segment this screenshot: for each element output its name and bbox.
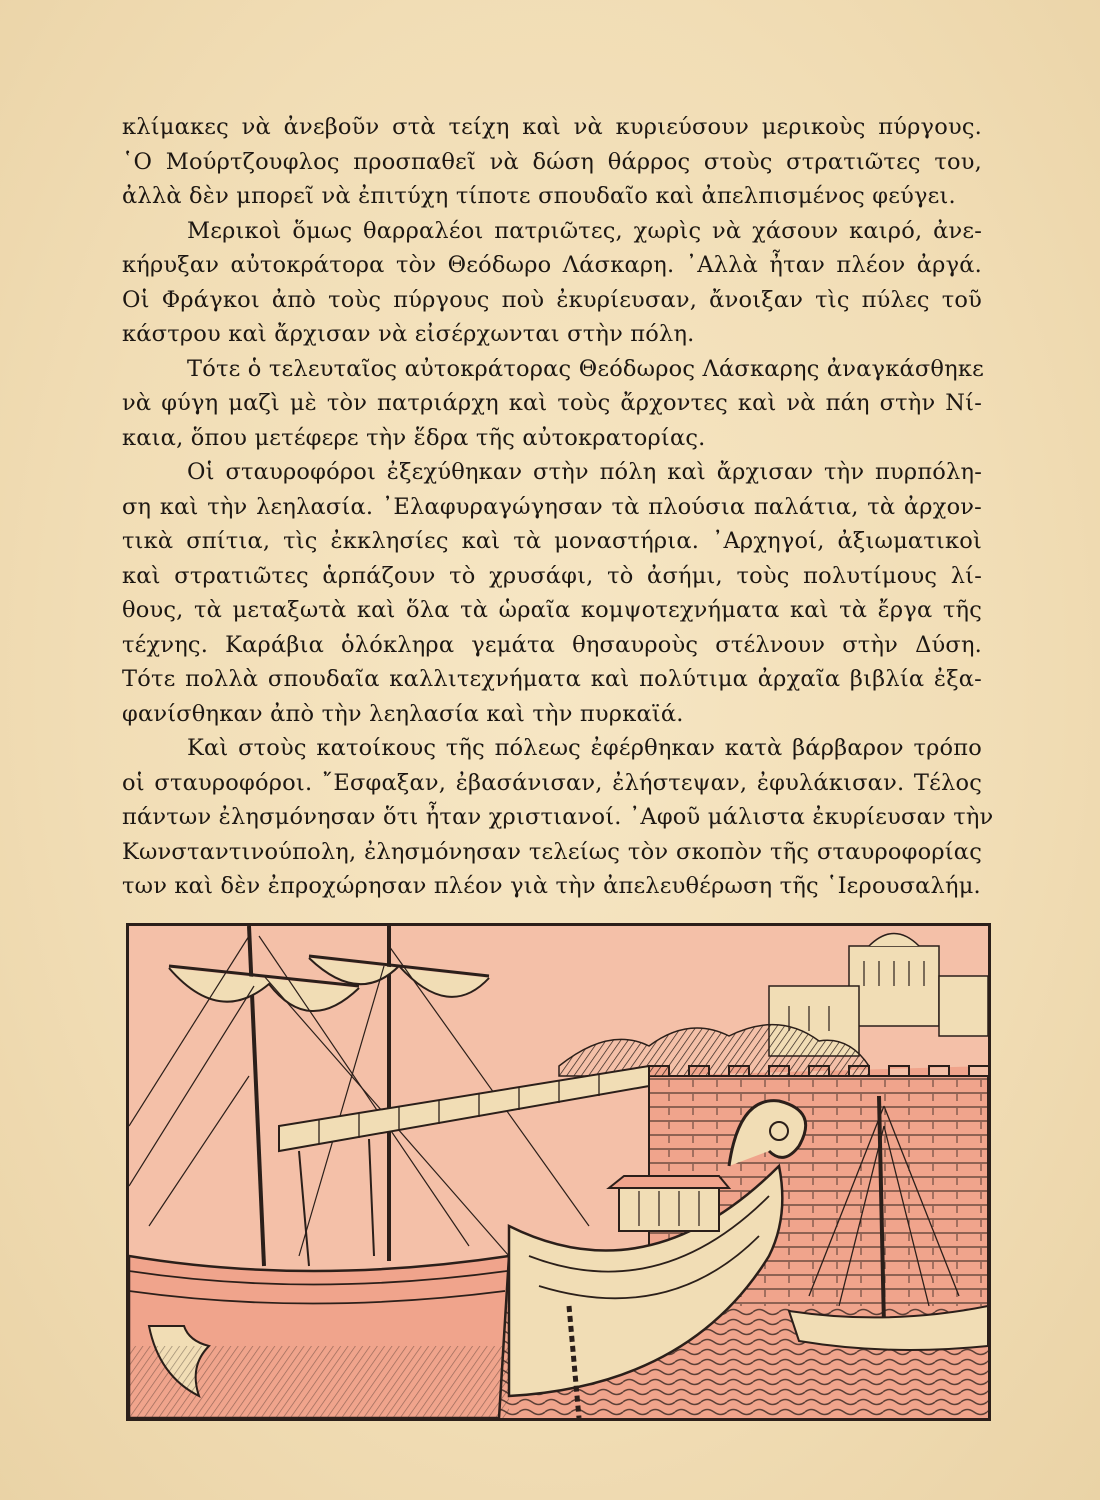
- paragraph: [122, 214, 982, 352]
- text-line: τέχνης. Καράβια ὁλόκληρα γεμάτα θησαυροὺς στέλνουν στὴν Δύση.: [122, 631, 982, 658]
- text-line: Τότε ὁ τελευταῖος αὐτοκράτορας Θεόδωρος Λάσκαρης ἀναγκάσθηκε: [187, 355, 984, 382]
- text-line: Κωνσταντινούπολη, ἐλησμόνησαν τελείως τὸν σκοπὸν τῆς σταυροφορίας: [122, 838, 982, 865]
- text-line: κάστρου καὶ ἄρχισαν νὰ εἰσέρχωνται στὴν πόλη.: [122, 321, 695, 347]
- text-line: ῾Ο Μούρτζουφλος προσπαθεῖ νὰ δώση θάρρος στοὺς στρατιῶτες του,: [122, 148, 982, 175]
- ships-drawing: [129, 926, 988, 1418]
- text-line: κλίμακες νὰ ἀνεβοῦν στὰ τείχη καὶ νὰ κυριεύσουν μερικοὺς πύργους.: [122, 114, 982, 140]
- text-line: καια, ὅπου μετέφερε τὴν ἕδρα τῆς αὐτοκρατορίας.: [122, 424, 706, 451]
- paragraph: [122, 352, 982, 456]
- text-line: νὰ φύγη μαζὶ μὲ τὸν πατριάρχη καὶ τοὺς ἄρχοντες καὶ νὰ πάη στὴν Νί-: [122, 390, 982, 416]
- text-line: Τότε πολλὰ σπουδαῖα καλλιτεχνήματα καὶ πολύτιμα ἀρχαῖα βιβλία ἐξα-: [122, 666, 982, 692]
- paragraph: [122, 455, 982, 731]
- text-line: θους, τὰ μεταξωτὰ καὶ ὅλα τὰ ὡραῖα κομψοτεχνήματα καὶ τὰ ἔργα τῆς: [122, 597, 982, 623]
- paragraph: [122, 110, 982, 214]
- text-line: οἱ σταυροφόροι. ῎Εσφαξαν, ἐβασάνισαν, ἐλήστεψαν, ἐφυλάκισαν. Τέλος: [122, 769, 982, 796]
- text-line: Οἱ Φράγκοι ἀπὸ τοὺς πύργους ποὺ ἐκυρίευσαν, ἄνοιξαν τὶς πύλες τοῦ: [122, 286, 982, 313]
- text-line: ση καὶ τὴν λεηλασία. ᾿Ελαφυραγώγησαν τὰ πλούσια παλάτια, τὰ ἀρχον-: [122, 493, 982, 520]
- text-line: φανίσθηκαν ἀπὸ τὴν λεηλασία καὶ τὴν πυρκαϊά.: [122, 700, 684, 727]
- text-line: ἀλλὰ δὲν μπορεῖ νὰ ἐπιτύχη τίποτε σπουδαῖο καὶ ἀπελπισμένος φεύγει.: [122, 183, 956, 209]
- text-line: Οἱ σταυροφόροι ἐξεχύθηκαν στὴν πόλη καὶ ἄρχισαν τὴν πυρπόλη-: [187, 459, 982, 485]
- text-line: τικὰ σπίτια, τὶς ἐκκλησίες καὶ τὰ μοναστήρια. ᾿Αρχηγοί, ἀξιωματικοὶ: [122, 528, 982, 554]
- crusader-ships-illustration: [126, 923, 991, 1421]
- text-line: κήρυξαν αὐτοκράτορα τὸν Θεόδωρο Λάσκαρη. ᾿Αλλὰ ἦταν πλέον ἀργά.: [122, 252, 982, 278]
- text-line: καὶ στρατιῶτες ἁρπάζουν τὸ χρυσάφι, τὸ ἀσήμι, τοὺς πολυτίμους λί-: [122, 562, 982, 589]
- text-line: Καὶ στοὺς κατοίκους τῆς πόλεως ἐφέρθηκαν κατὰ βάρβαρον τρόπο: [187, 735, 982, 761]
- paragraph: [122, 731, 994, 904]
- text-line: πάντων ἐλησμόνησαν ὅτι ἦταν χριστιανοί. ᾿Αφοῦ μάλιστα ἐκυρίευσαν τὴν: [122, 804, 994, 830]
- body-text: [122, 110, 994, 904]
- text-line: Μερικοὶ ὅμως θαρραλέοι πατριῶτες, χωρὶς νὰ χάσουν καιρό, ἀνε-: [187, 217, 982, 244]
- text-line: των καὶ δὲν ἐπροχώρησαν πλέον γιὰ τὴν ἀπελευθέρωση τῆς ῾Ιερουσαλήμ.: [122, 873, 981, 899]
